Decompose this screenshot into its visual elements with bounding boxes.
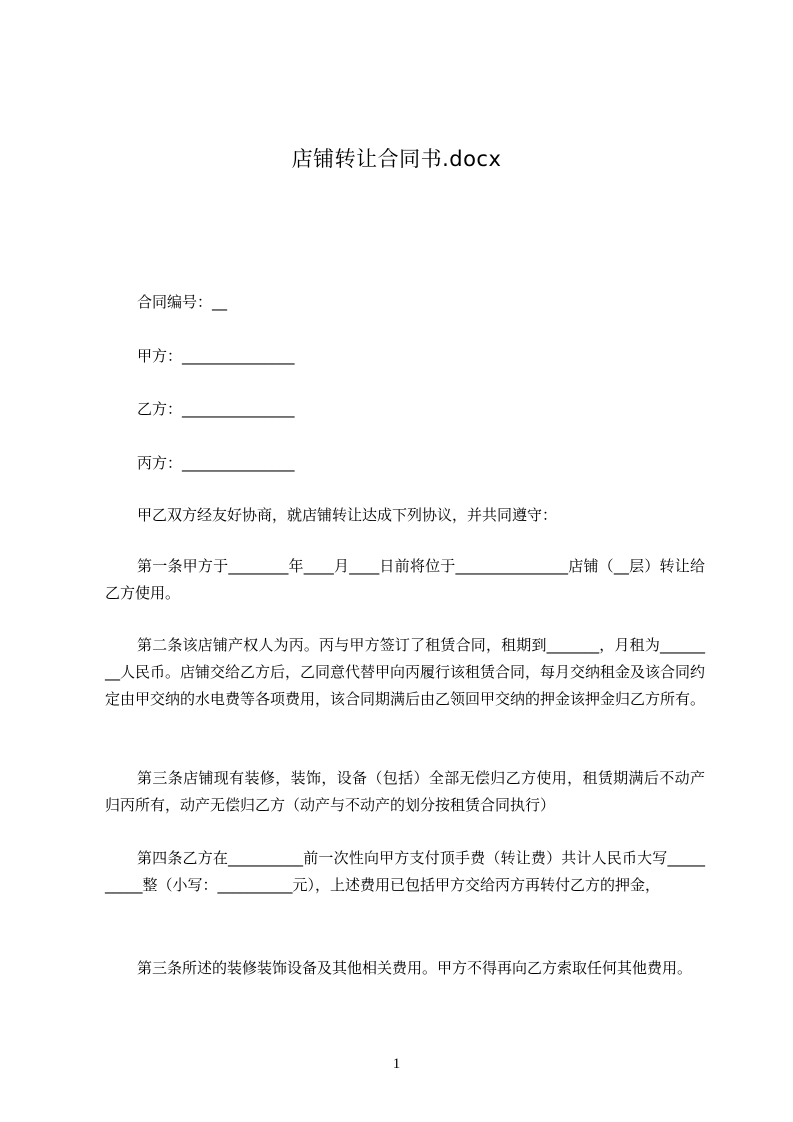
page-number: 1 [392,1056,401,1072]
clause-continuation: 第三条所述的装修装饰设备及其他相关费用。甲方不得再向乙方索取任何其他费用。 [137,959,693,977]
contract-number-field: 合同编号：__ [137,293,228,311]
intro-text: 甲乙双方经友好协商，就店铺转让达成下列协议，并共同遵守： [137,506,558,524]
party-b-field: 乙方：_______________ [137,400,295,418]
party-a-field: 甲方：_______________ [137,347,295,365]
document-title: 店铺转让合同书.docx [291,147,502,171]
party-c-field: 丙方：_______________ [137,454,295,472]
clause-1: 第一条甲方于________年____月____日前将位于_______________店铺（__层）转让给乙方使用。 [105,557,705,602]
clause-2: 第二条该店铺产权人为丙。丙与甲方签订了租赁合同，租期到_______，月租为________人民币。店铺交给乙方后，乙同意代替甲向丙履行该租赁合同，每月交纳租金及该合同约定由甲交纳的水电费等各项费用，该合同期满后由乙领回甲交纳的押金该押金归乙方所有。 [105,636,706,708]
clause-4: 第四条乙方在__________前一次性向甲方支付顶手费（转让费）共计人民币大写__________整（小写：__________元），上述费用已包括甲方交给丙方再转付乙方的押金， [105,849,705,894]
clause-3: 第三条店铺现有装修，装饰，设备（包括）全部无偿归乙方使用，租赁期满后不动产归丙所有，动产无偿归乙方（动产与不动产的划分按租赁合同执行） [105,769,705,814]
